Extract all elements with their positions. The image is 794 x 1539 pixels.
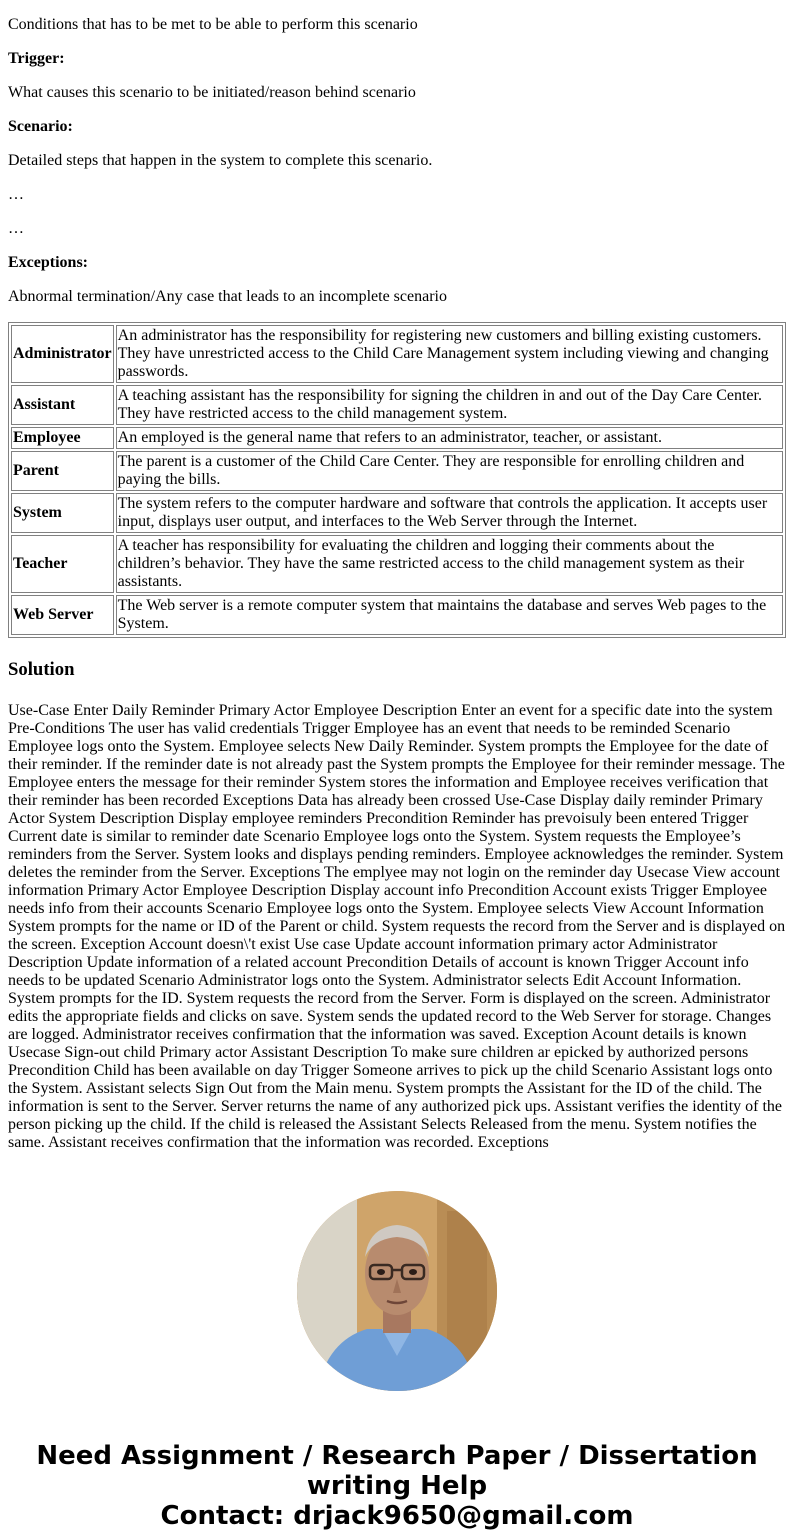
table-row: [11, 451, 783, 491]
document-body: [0, 16, 794, 1531]
table-row: [11, 325, 783, 383]
table-row: [11, 493, 783, 533]
role-description-cell: An employed is the general name that refers to an administrator, teacher, or assistant.: [116, 427, 783, 449]
role-description-cell: A teacher has responsibility for evaluating the children and logging their comments about the children’s behavior. They have the same restricted access to the child management system as their assistants.: [116, 535, 783, 593]
promo-contact: Contact: drjack9650@gmail.com: [160, 1501, 634, 1531]
role-description-cell: An administrator has the responsibility for registering new customers and billing existing customers. They have unrestricted access to the Child Care Management system including viewing and changing passwords.: [116, 325, 783, 383]
role-description-cell: The parent is a customer of the Child Care Center. They are responsible for enrolling children and paying the bills.: [116, 451, 783, 491]
role-name-cell: Assistant: [11, 385, 114, 425]
role-name-cell: Administrator: [11, 325, 114, 383]
table-row: [11, 385, 783, 425]
roles-table-body: [11, 325, 783, 635]
ellipsis-line: …: [8, 220, 24, 237]
role-name-cell: Parent: [11, 451, 114, 491]
ellipsis-line: …: [8, 186, 24, 203]
roles-table: [8, 322, 786, 638]
role-name-cell: Teacher: [11, 535, 114, 593]
table-row: [11, 595, 783, 635]
solution-text: Use-Case Enter Daily Reminder Primary Actor Employee Description Enter an event for a specific date into the system Pre-Conditions The user has valid credentials Trigger Employee has an event that needs to be reminded Scenario Employee logs onto the System. Employee selects New Daily Reminder. System prompts the Employee for the date of their reminder. If the reminder date is not already past the System prompts the Employee for their reminder message. The Employee enters the message for their reminder System stores the information and Employee receives verification that their reminder has been recorded Exceptions Data has already been crossed Use-Case Display daily reminder Primary Actor System Description Display employee reminders Precondition Reminder has prevoisuly been entered Trigger Current date is similar to reminder date Scenario Employee logs onto the System. System requests the Employee’s reminders from the Server. System looks and displays pending reminders. Employee acknowledges the reminder. System deletes the reminder from the Server. Exceptions The emplyee may not login on the reminder day Usecase View account information Primary Actor Employee Description Display account info Precondition Account exists Trigger Employee needs info from their accounts Scenario Employee logs onto the System. Employee selects View Account Information System prompts for the name or ID of the Parent or child. System requests the record from the Server and is displayed on the screen. Exception Account doesn\'t exist Use case Update account information primary actor Administrator Description Update information of a related account Precondition Details of account is known Trigger Account info needs to be updated Scenario Administrator logs onto the System. Administrator selects Edit Account Information. System prompts for the ID. System requests the record from the Server. Form is displayed on the screen. Administrator edits the appropriate fields and clicks on save. System sends the updated record to the Web Server for storage. Changes are logged. Administrator receives confirmation that the information was saved. Exception Acount details is known Usecase Sign-out child Primary actor Assistant Description To make sure children ar epicked by authorized persons Precondition Child has been available on day Trigger Someone arrives to pick up the child Scenario Assistant logs onto the System. Assistant selects Sign Out from the Main menu. System prompts the Assistant for the ID of the child. The information is sent to the Server. Server returns the name of any authorized pick ups. Assistant verifies the identity of the person picking up the child. If the child is released the Assistant Selects Released from the menu. System notifies the same. Assistant receives confirmation that the information was recorded. Exceptions: [8, 702, 786, 1151]
promo-headline: Need Assignment / Research Paper / Dissertation writing Help: [36, 1441, 758, 1501]
person-portrait-icon: [297, 1191, 497, 1391]
role-description-cell: The Web server is a remote computer system that maintains the database and serves Web pages to the System.: [116, 595, 783, 635]
trigger-label: Trigger:: [8, 50, 65, 67]
role-name-cell: System: [11, 493, 114, 533]
role-name-cell: Employee: [11, 427, 114, 449]
table-row: [11, 535, 783, 593]
profile-photo: [297, 1191, 497, 1391]
preconditions-description: Conditions that has to be met to be able to perform this scenario: [8, 16, 418, 33]
exceptions-description: Abnormal termination/Any case that leads to an incomplete scenario: [8, 288, 447, 305]
role-name-cell: Web Server: [11, 595, 114, 635]
role-description-cell: The system refers to the computer hardware and software that controls the application. It accepts user input, displays user output, and interfaces to the Web Server through the Internet.: [116, 493, 783, 533]
role-description-cell: A teaching assistant has the responsibility for signing the children in and out of the Day Care Center. They have restricted access to the child management system.: [116, 385, 783, 425]
scenario-label: Scenario:: [8, 118, 73, 135]
trigger-description: What causes this scenario to be initiated/reason behind scenario: [8, 84, 416, 101]
solution-heading: Solution: [8, 659, 75, 680]
table-row: [11, 427, 783, 449]
scenario-description: Detailed steps that happen in the system to complete this scenario.: [8, 152, 433, 169]
exceptions-label: Exceptions:: [8, 254, 88, 271]
promo-banner: [8, 1441, 786, 1531]
